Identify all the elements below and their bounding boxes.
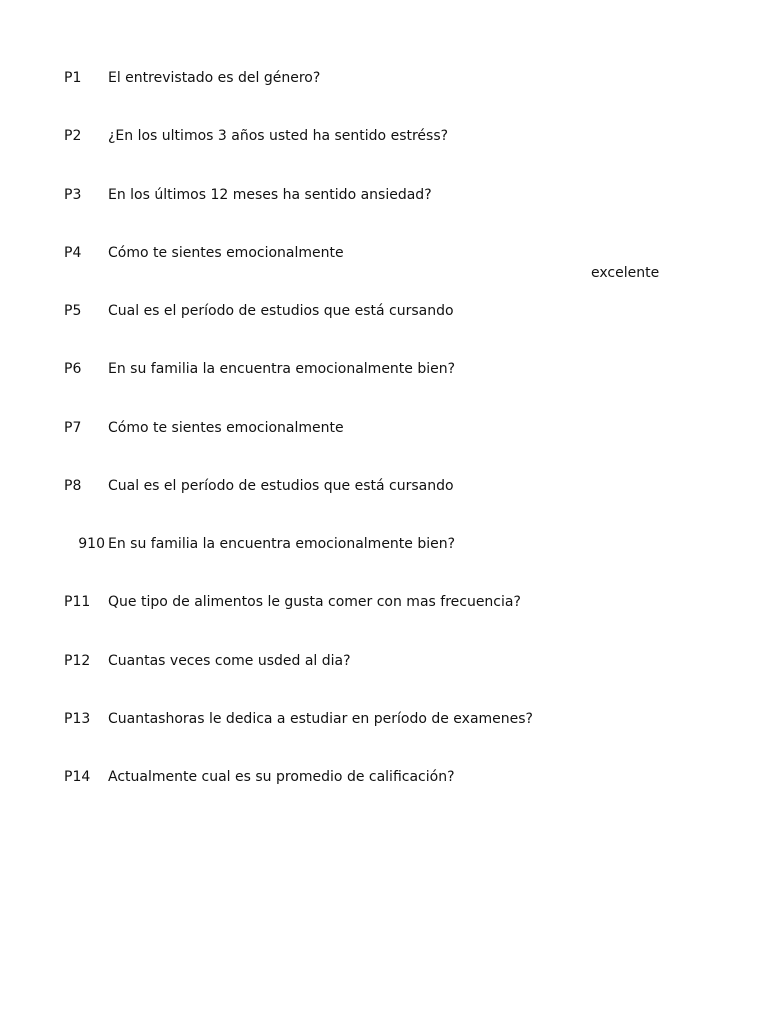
question-id: P6 [64,361,82,377]
question-row-p14 [0,767,768,787]
question-id: P11 [64,594,91,610]
question-row-p12 [0,651,768,671]
question-row-p2 [0,126,768,146]
question-row-p8 [0,476,768,496]
question-id: P14 [64,769,91,785]
question-row-p6 [0,359,768,379]
question-text: ¿En los ultimos 3 años usted ha sentido estréss? [108,128,449,144]
question-row-p1 [0,68,768,88]
question-row-p5 [0,301,768,321]
question-id: P7 [64,420,82,436]
question-id: P2 [64,128,82,144]
question-text: Que tipo de alimentos le gusta comer con mas frecuencia? [108,594,521,610]
question-text: Cual es el período de estudios que está cursando [108,303,454,319]
question-row-p11 [0,592,768,612]
question-id: P12 [64,653,91,669]
question-text: Cuantashoras le dedica a estudiar en período de examenes? [108,711,533,727]
question-id: P5 [64,303,82,319]
question-id: P1 [64,70,82,86]
question-id: P4 [64,245,82,261]
question-text: Cual es el período de estudios que está cursando [108,478,454,494]
question-id: P8 [64,478,82,494]
question-id: P13 [64,711,91,727]
question-text: Cómo te sientes emocionalmente [108,245,344,261]
question-text: Actualmente cual es su promedio de calificación? [108,769,455,785]
question-row-910 [0,534,768,554]
question-text: Cuantas veces come usded al dia? [108,653,351,669]
question-row-p7 [0,418,768,438]
question-row-p13 [0,709,768,729]
question-text: En los últimos 12 meses ha sentido ansiedad? [108,187,432,203]
question-id: P3 [64,187,82,203]
question-row-p4 [0,243,768,263]
question-text: En su familia la encuentra emocionalmente bien? [108,361,456,377]
question-text: Cómo te sientes emocionalmente [108,420,344,436]
question-text: El entrevistado es del género? [108,70,321,86]
p4-answer-value: excelente [591,265,660,281]
question-text: En su familia la encuentra emocionalmente bien? [108,536,456,552]
question-id: 910 [78,536,105,552]
question-row-p3 [0,185,768,205]
